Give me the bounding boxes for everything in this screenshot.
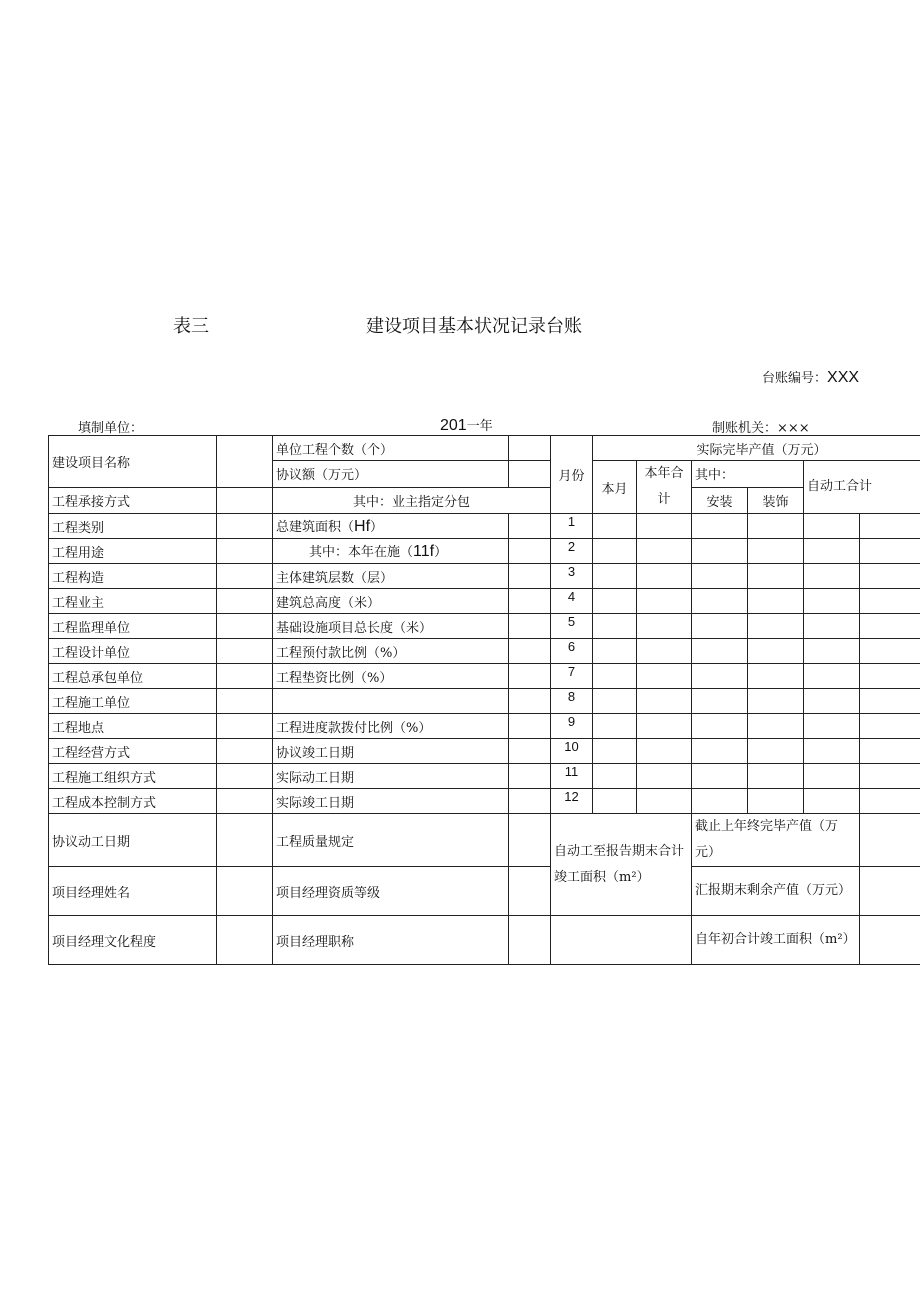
- row-label-value[interactable]: [217, 714, 273, 739]
- output-cell[interactable]: [593, 539, 637, 564]
- output-cell[interactable]: [692, 689, 748, 714]
- contract-mode-value[interactable]: [217, 487, 273, 514]
- output-cell[interactable]: [692, 589, 748, 614]
- table-row: [49, 589, 920, 614]
- output-cell[interactable]: [860, 639, 920, 664]
- row-label: 工程类别: [49, 514, 217, 539]
- output-cell[interactable]: [692, 789, 748, 814]
- year-area-value[interactable]: [551, 916, 692, 965]
- row-metric-value[interactable]: [509, 714, 551, 739]
- row-label-value[interactable]: [217, 564, 273, 589]
- row-metric-value[interactable]: [509, 689, 551, 714]
- this-month-header: 本月: [593, 461, 637, 514]
- quality-value[interactable]: [509, 814, 551, 867]
- of-which-header: 其中：: [692, 461, 804, 488]
- row-label: 工程监理单位: [49, 614, 217, 639]
- output-cell[interactable]: [804, 564, 860, 589]
- month-number: 7: [551, 664, 593, 689]
- output-cell[interactable]: [593, 739, 637, 764]
- row-metric-label: 工程进度款拨付比例（%）: [273, 714, 509, 739]
- agreed-start-value[interactable]: [217, 814, 273, 867]
- row-label-value[interactable]: [217, 789, 273, 814]
- table-row: [49, 789, 920, 814]
- output-cell[interactable]: [860, 789, 920, 814]
- row-metric-value[interactable]: [509, 564, 551, 589]
- output-cell[interactable]: [692, 764, 748, 789]
- ledger-number: [762, 367, 859, 387]
- row-label: 工程成本控制方式: [49, 789, 217, 814]
- pm-title-label: 项目经理职称: [273, 916, 509, 965]
- row-label: 工程设计单位: [49, 639, 217, 664]
- row-label: 工程构造: [49, 564, 217, 589]
- output-cell[interactable]: [804, 714, 860, 739]
- year-suffix: 一年: [466, 419, 493, 434]
- row-label-value[interactable]: [217, 764, 273, 789]
- table-row: [49, 664, 920, 689]
- pm-name-label: 项目经理姓名: [49, 867, 217, 916]
- output-cell[interactable]: [637, 589, 692, 614]
- table-row: [49, 564, 920, 589]
- output-cell[interactable]: [637, 789, 692, 814]
- metric-unit: 11f: [413, 543, 435, 560]
- output-cell[interactable]: [860, 764, 920, 789]
- month-number: 1: [551, 514, 593, 539]
- since-start-total-header: 自动工合计: [804, 461, 920, 514]
- fill-unit-label: 填制单位：: [78, 421, 144, 436]
- month-number: 3: [551, 564, 593, 589]
- output-cell[interactable]: [748, 589, 804, 614]
- output-cell[interactable]: [593, 789, 637, 814]
- month-number: 9: [551, 714, 593, 739]
- month-number: 11: [551, 764, 593, 789]
- output-cell[interactable]: [748, 764, 804, 789]
- output-cell[interactable]: [593, 689, 637, 714]
- output-cell[interactable]: [748, 614, 804, 639]
- output-cell[interactable]: [692, 714, 748, 739]
- output-cell[interactable]: [748, 564, 804, 589]
- output-cell[interactable]: [637, 714, 692, 739]
- table-row: [49, 514, 920, 539]
- table-row: [49, 764, 920, 789]
- pm-grade-value[interactable]: [509, 867, 551, 916]
- row-label: 工程地点: [49, 714, 217, 739]
- output-cell[interactable]: [804, 664, 860, 689]
- agreed-start-label: 协议动工日期: [49, 814, 217, 867]
- output-cell[interactable]: [593, 714, 637, 739]
- month-number: 10: [551, 739, 593, 764]
- output-cell[interactable]: [692, 664, 748, 689]
- row-label-value[interactable]: [217, 614, 273, 639]
- report-area-label: 自动工至报告期末合计竣工面积（m²）: [551, 814, 692, 916]
- output-cell[interactable]: [860, 664, 920, 689]
- output-cell[interactable]: [748, 739, 804, 764]
- output-cell[interactable]: [748, 714, 804, 739]
- row-metric-value[interactable]: [509, 514, 551, 539]
- row-metric-label: 基础设施项目总长度（米）: [273, 614, 509, 639]
- pm-grade-label: 项目经理资质等级: [273, 867, 509, 916]
- agreement-amount-label: 协议额（万元）: [273, 461, 509, 488]
- month-number: 2: [551, 539, 593, 564]
- row-metric-label: 工程垫资比例（%）: [273, 664, 509, 689]
- row-metric-label: [273, 689, 509, 714]
- output-cell[interactable]: [804, 789, 860, 814]
- install-header: 安装: [692, 487, 748, 514]
- row-metric-label: 实际竣工日期: [273, 789, 509, 814]
- table-number: 表三: [173, 316, 209, 337]
- row-label: 工程施工单位: [49, 689, 217, 714]
- row-metric-label: 总建筑面积（Hf）: [273, 514, 509, 539]
- output-cell[interactable]: [804, 589, 860, 614]
- year-area-unit: m²: [825, 932, 843, 947]
- output-cell[interactable]: [593, 614, 637, 639]
- year-value: 201: [440, 417, 467, 434]
- output-cell[interactable]: [637, 564, 692, 589]
- row-label-value[interactable]: [217, 514, 273, 539]
- output-cell[interactable]: [637, 514, 692, 539]
- output-cell[interactable]: [692, 539, 748, 564]
- row-metric-label: 主体建筑层数（层）: [273, 564, 509, 589]
- row-metric-value[interactable]: [509, 539, 551, 564]
- row-metric-label: 其中：本年在施（11f）: [273, 539, 509, 564]
- output-cell[interactable]: [748, 689, 804, 714]
- report-area-unit: m²: [619, 869, 637, 885]
- year-area-value-right[interactable]: [860, 916, 920, 965]
- output-cell[interactable]: [860, 589, 920, 614]
- remain-output-label: 汇报期末剩余产值（万元）: [692, 867, 860, 916]
- output-cell[interactable]: [637, 614, 692, 639]
- output-cell[interactable]: [804, 739, 860, 764]
- row-metric-value[interactable]: [509, 639, 551, 664]
- output-cell[interactable]: [637, 689, 692, 714]
- owner-subcontract-label: 其中：业主指定分包: [273, 487, 551, 514]
- page-title: 建设项目基本状况记录台账: [366, 316, 582, 337]
- project-name-label: 建设项目名称: [49, 436, 217, 488]
- year-label: [440, 415, 493, 435]
- month-number: 8: [551, 689, 593, 714]
- output-cell[interactable]: [593, 564, 637, 589]
- output-cell[interactable]: [860, 714, 920, 739]
- actual-output-header: 实际完毕产值（万元）: [593, 436, 920, 461]
- year-area-label: 自年初合计竣工面积（m²）: [692, 916, 860, 965]
- quality-label: 工程质量规定: [273, 814, 509, 867]
- output-cell[interactable]: [692, 639, 748, 664]
- row-label-value[interactable]: [217, 539, 273, 564]
- row-metric-label: 实际动工日期: [273, 764, 509, 789]
- row-metric-value[interactable]: [509, 614, 551, 639]
- month-number: 4: [551, 589, 593, 614]
- table-row: [49, 689, 920, 714]
- output-cell[interactable]: [748, 789, 804, 814]
- ledger-number-value: XXX: [827, 369, 860, 386]
- output-cell[interactable]: [748, 639, 804, 664]
- row-label: 工程经营方式: [49, 739, 217, 764]
- project-name-value[interactable]: [217, 436, 273, 488]
- row-metric-value[interactable]: [509, 589, 551, 614]
- output-cell[interactable]: [692, 514, 748, 539]
- output-cell[interactable]: [748, 514, 804, 539]
- output-cell[interactable]: [637, 664, 692, 689]
- output-cell[interactable]: [804, 539, 860, 564]
- row-metric-label: 协议竣工日期: [273, 739, 509, 764]
- output-cell[interactable]: [692, 564, 748, 589]
- output-cell[interactable]: [860, 564, 920, 589]
- month-number: 6: [551, 639, 593, 664]
- row-label-value[interactable]: [217, 589, 273, 614]
- table-row: [49, 639, 920, 664]
- output-cell[interactable]: [593, 764, 637, 789]
- row-metric-label: 工程预付款比例（%）: [273, 639, 509, 664]
- output-cell[interactable]: [637, 739, 692, 764]
- pm-edu-value[interactable]: [217, 916, 273, 965]
- output-cell[interactable]: [593, 664, 637, 689]
- row-label: 工程业主: [49, 589, 217, 614]
- contract-mode-label: 工程承接方式: [49, 487, 217, 514]
- pm-title-value[interactable]: [509, 916, 551, 965]
- prev-year-output-value[interactable]: [860, 814, 920, 867]
- row-metric-label: 建筑总高度（米）: [273, 589, 509, 614]
- output-cell[interactable]: [692, 739, 748, 764]
- table-row: [49, 714, 920, 739]
- output-cell[interactable]: [804, 689, 860, 714]
- output-cell[interactable]: [804, 764, 860, 789]
- output-cell[interactable]: [637, 764, 692, 789]
- ledger-table: [48, 435, 920, 965]
- output-cell[interactable]: [593, 639, 637, 664]
- month-header: 月份: [551, 436, 593, 514]
- row-label-value[interactable]: [217, 639, 273, 664]
- row-label-value[interactable]: [217, 689, 273, 714]
- row-metric-value[interactable]: [509, 664, 551, 689]
- row-metric-value[interactable]: [509, 764, 551, 789]
- row-label: 工程总承包单位: [49, 664, 217, 689]
- output-cell[interactable]: [804, 514, 860, 539]
- output-cell[interactable]: [804, 614, 860, 639]
- month-number: 12: [551, 789, 593, 814]
- output-cell[interactable]: [692, 614, 748, 639]
- prev-year-output-label: 截止上年终完毕产值（万元）: [692, 814, 860, 867]
- agreement-amount-value[interactable]: [509, 461, 551, 488]
- table-row: [49, 614, 920, 639]
- output-cell[interactable]: [860, 689, 920, 714]
- unit-count-value[interactable]: [509, 436, 551, 461]
- row-metric-value[interactable]: [509, 789, 551, 814]
- pm-name-value[interactable]: [217, 867, 273, 916]
- output-cell[interactable]: [860, 514, 920, 539]
- output-cell[interactable]: [860, 539, 920, 564]
- output-cell[interactable]: [804, 639, 860, 664]
- table-row: [49, 539, 920, 564]
- month-number: 5: [551, 614, 593, 639]
- output-cell[interactable]: [860, 739, 920, 764]
- pm-edu-label: 项目经理文化程度: [49, 916, 217, 965]
- unit-count-label: 单位工程个数（个）: [273, 436, 509, 461]
- output-cell[interactable]: [860, 614, 920, 639]
- output-cell[interactable]: [748, 664, 804, 689]
- metric-unit: Hf: [354, 518, 371, 535]
- table-row: [49, 739, 920, 764]
- row-label: 工程施工组织方式: [49, 764, 217, 789]
- output-cell[interactable]: [637, 639, 692, 664]
- row-label: 工程用途: [49, 539, 217, 564]
- output-cell[interactable]: [748, 539, 804, 564]
- row-metric-value[interactable]: [509, 739, 551, 764]
- row-label-value[interactable]: [217, 664, 273, 689]
- decor-header: 装饰: [748, 487, 804, 514]
- issuing-org-label: 制账机关：×××: [712, 421, 810, 436]
- year-total-header: 本年合计: [637, 461, 692, 514]
- output-cell[interactable]: [637, 539, 692, 564]
- row-label-value[interactable]: [217, 739, 273, 764]
- output-cell[interactable]: [593, 589, 637, 614]
- output-cell[interactable]: [593, 514, 637, 539]
- remain-output-value[interactable]: [860, 867, 920, 916]
- ledger-number-label: 台账编号：: [762, 371, 828, 386]
